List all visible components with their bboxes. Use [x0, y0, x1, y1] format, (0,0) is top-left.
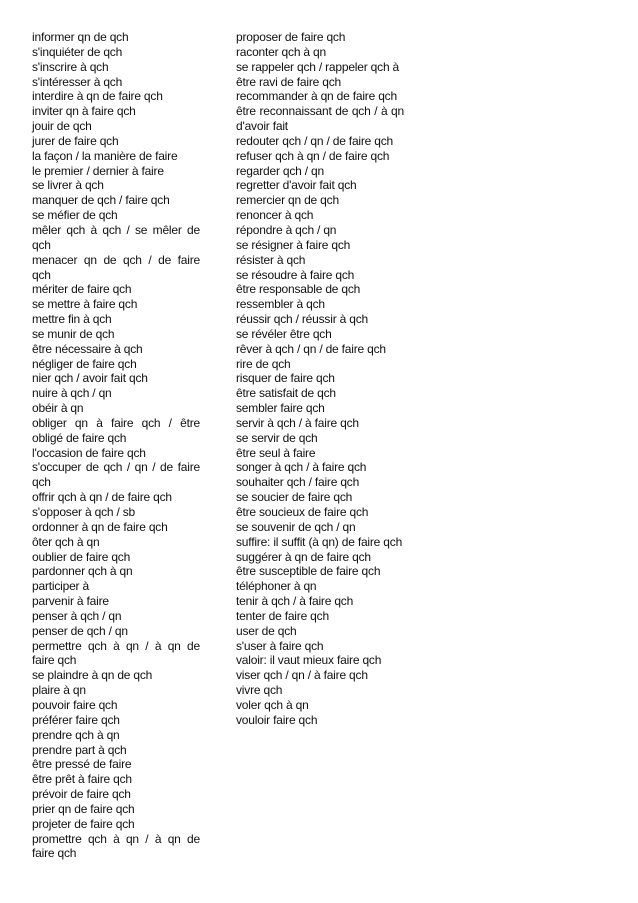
verb-entry: être satisfait de qch — [236, 386, 336, 401]
verb-entry: s'intéresser à qch — [32, 74, 123, 89]
verb-entry: pouvoir faire qch — [32, 697, 118, 712]
verb-entry: s'opposer à qch / sb — [32, 505, 136, 519]
verb-entry: se servir de qch — [236, 430, 318, 445]
verb-entry: prier qn de faire qch — [32, 801, 135, 816]
verb-entry: téléphoner à qn — [236, 579, 317, 594]
verb-entry: raconter qch à qn — [236, 44, 326, 59]
verb-entry: s'inquiéter de qch — [32, 44, 123, 59]
verb-entry: refuser qch à qn / de faire qch — [236, 148, 390, 163]
verb-entry: proposer de faire qch — [236, 30, 346, 44]
verb-entry: nier qch / avoir fait qch — [32, 371, 148, 386]
verb-entry: se livrer à qch — [32, 178, 104, 193]
verb-entry: renoncer à qch — [236, 208, 314, 223]
verb-entry: se rappeler qch / rappeler qch à — [236, 59, 400, 74]
verb-entry: tenter de faire qch — [236, 608, 329, 623]
verb-entry: risquer de faire qch — [236, 371, 335, 386]
verb-entry: l'occasion de faire qch — [32, 445, 146, 460]
verb-entry: mettre fin à qch — [32, 312, 112, 327]
verb-entry: se révéler être qch — [236, 326, 332, 341]
verb-entry: résister à qch — [236, 252, 306, 267]
verb-entry: menacer qn de qch / de faire qch — [32, 252, 200, 282]
verb-entry: viser qch / qn / à faire qch — [236, 668, 368, 683]
verb-entry: tenir à qch / à faire qch — [236, 594, 354, 609]
verb-entry: pardonner qch à qn — [32, 564, 133, 579]
verb-entry: obéir à qn — [32, 401, 84, 416]
verb-entry: s'occuper de qch / qn / de faire qch — [32, 460, 200, 490]
verb-entry: promettre qch à qn / à qn de faire qch — [32, 831, 200, 861]
verb-entry: suffire: il suffit (à qn) de faire qch — [236, 534, 403, 549]
verb-entry: être prêt à faire qch — [32, 772, 132, 787]
verb-entry: recommander à qn de faire qch — [236, 89, 397, 104]
verb-entry: obliger qn à faire qch / être obligé de faire qch — [32, 415, 200, 445]
verb-entry: être nécessaire à qch — [32, 341, 143, 356]
verb-entry: mêler qch à qch / se mêler de qch — [32, 222, 200, 252]
verb-entry: jurer de faire qch — [32, 133, 119, 148]
verb-entry: user de qch — [236, 623, 297, 638]
verb-entry: rire de qch — [236, 356, 291, 371]
verb-entry: prendre part à qch — [32, 742, 127, 757]
verb-entry: négliger de faire qch — [32, 356, 137, 371]
verb-entry: être susceptible de faire qch — [236, 564, 381, 579]
verb-entry: préférer faire qch — [32, 712, 120, 727]
verb-entry: souhaiter qch / faire qch — [236, 475, 360, 490]
verb-entry: voler qch à qn — [236, 697, 309, 712]
verb-entry: prendre qch à qn — [32, 727, 120, 742]
verb-entry: s'inscrire à qch — [32, 59, 109, 74]
verb-entry: rêver à qch / qn / de faire qch — [236, 341, 386, 356]
verb-entry: être reconnaissant de qch / à qn d'avoir fait — [236, 104, 404, 134]
verb-entry: jouir de qch — [32, 119, 92, 134]
verb-entry: valoir: il vaut mieux faire qch — [236, 653, 382, 668]
verb-entry: regarder qch / qn — [236, 163, 324, 178]
verb-entry: se plaindre à qn de qch — [32, 668, 153, 683]
verb-entry: mériter de faire qch — [32, 282, 132, 297]
verb-entry: sembler faire qch — [236, 401, 325, 416]
verb-entry: informer qn de qch — [32, 30, 129, 44]
verb-entry: inviter qn à faire qch — [32, 104, 136, 119]
verb-entry: ressembler à qch — [236, 297, 325, 312]
verb-entry: se munir de qch — [32, 326, 115, 341]
verb-entry: vivre qch — [236, 683, 283, 698]
verb-entry: interdire à qn de faire qch — [32, 89, 163, 104]
verb-entry: penser à qch / qn — [32, 608, 122, 623]
verb-entry: songer à qch / à faire qch — [236, 460, 367, 475]
verb-entry: offrir qch à qn / de faire qch — [32, 490, 172, 505]
verb-entry: se souvenir de qch / qn — [236, 519, 356, 534]
verb-entry: la façon / la manière de faire — [32, 148, 178, 163]
verb-entry: suggérer à qn de faire qch — [236, 549, 371, 564]
verb-entry: se résigner à faire qch — [236, 237, 351, 252]
verb-entry: être soucieux de faire qch — [236, 505, 369, 519]
verb-entry: ôter qch à qn — [32, 534, 100, 549]
verb-entry: être responsable de qch — [236, 282, 361, 297]
verb-entry: remercier qn de qch — [236, 193, 339, 208]
right-column — [236, 30, 404, 728]
verb-entry: réussir qch / réussir à qch — [236, 312, 368, 327]
verb-entry: se résoudre à faire qch — [236, 267, 355, 282]
verb-entry: manquer de qch / faire qch — [32, 193, 170, 208]
left-column — [32, 30, 200, 861]
verb-entry: être pressé de faire — [32, 757, 132, 772]
verb-entry: se mettre à faire qch — [32, 297, 138, 312]
verb-entry: projeter de faire qch — [32, 816, 135, 831]
verb-entry: participer à — [32, 579, 89, 594]
verb-entry: oublier de faire qch — [32, 549, 131, 564]
verb-entry: redouter qch / qn / de faire qch — [236, 133, 394, 148]
verb-entry: prévoir de faire qch — [32, 787, 131, 802]
verb-entry: être seul à faire — [236, 445, 316, 460]
verb-entry: permettre qch à qn / à qn de faire qch — [32, 638, 200, 668]
verb-entry: se méfier de qch — [32, 208, 118, 223]
verb-entry: vouloir faire qch — [236, 712, 318, 727]
verb-entry: s'user à faire qch — [236, 638, 324, 653]
verb-entry: ordonner à qn de faire qch — [32, 519, 168, 534]
verb-entry: regretter d'avoir fait qch — [236, 178, 357, 193]
verb-entry: nuire à qch / qn — [32, 386, 112, 401]
verb-entry: être ravi de faire qch — [236, 74, 341, 89]
verb-entry: penser de qch / qn — [32, 623, 128, 638]
verb-entry: servir à qch / à faire qch — [236, 415, 359, 430]
verb-entry: plaire à qn — [32, 683, 86, 698]
verb-entry: le premier / dernier à faire — [32, 163, 164, 178]
verb-entry: se soucier de faire qch — [236, 490, 353, 505]
verb-entry: parvenir à faire — [32, 594, 109, 609]
verb-entry: répondre à qch / qn — [236, 222, 337, 237]
